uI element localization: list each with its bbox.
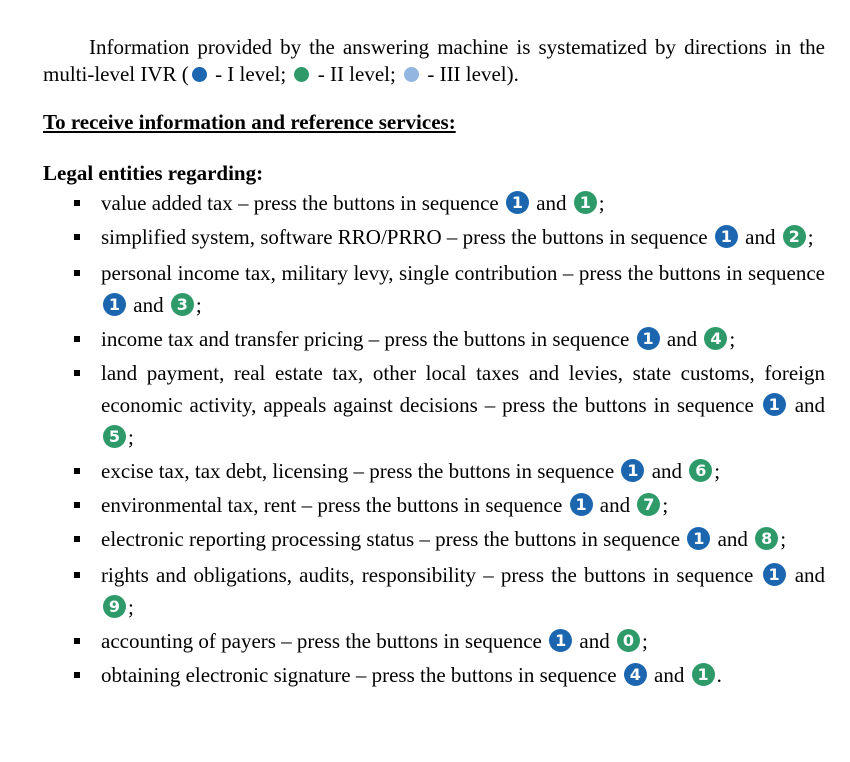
item-text: simplified system, software RRO/PRRO – press the buttons in sequence [101, 225, 708, 249]
item-text: excise tax, tax debt, licensing – press the buttons in sequence [101, 459, 615, 483]
button-1-icon: 1 [763, 563, 786, 586]
item-end: ; [128, 425, 134, 449]
button-2-icon: 2 [783, 225, 806, 248]
item-end: ; [662, 493, 669, 517]
and-word: and [717, 527, 748, 551]
list-item [43, 559, 825, 623]
item-end: ; [807, 225, 814, 249]
list-item [43, 523, 825, 555]
item-end: ; [128, 595, 134, 619]
section-title: To receive information and reference services: [43, 110, 456, 134]
list-item [43, 659, 825, 691]
list-item [43, 323, 825, 355]
button-1-icon: 1 [692, 663, 715, 686]
button-1-icon: 1 [715, 225, 738, 248]
and-word: and [745, 225, 776, 249]
and-word: and [666, 327, 698, 351]
list-item [43, 625, 825, 657]
button-9-icon: 9 [103, 595, 126, 618]
services-list [43, 187, 825, 691]
button-1-icon: 1 [549, 629, 572, 652]
button-0-icon: 0 [617, 629, 640, 652]
level1-dot-icon [192, 67, 207, 82]
button-1-icon: 1 [574, 191, 597, 214]
list-item [43, 489, 825, 521]
and-word: and [133, 293, 164, 317]
item-text: electronic reporting processing status – press the buttons in sequence [101, 527, 681, 551]
and-word: and [579, 629, 610, 653]
button-8-icon: 8 [755, 527, 778, 550]
item-text: rights and obligations, audits, responsibility – press the buttons in sequence [101, 563, 754, 587]
button-1-icon: 1 [763, 393, 786, 416]
button-6-icon: 6 [689, 459, 712, 482]
intro-level3-label: - III level). [422, 62, 519, 86]
button-1-icon: 1 [103, 293, 126, 316]
item-text: income tax and transfer pricing – press the buttons in sequence [101, 327, 630, 351]
item-end: ; [714, 459, 721, 483]
intro-level2-label: - II level; [312, 62, 396, 86]
level3-dot-icon [404, 67, 419, 82]
item-end: . [716, 663, 722, 687]
and-word: and [651, 459, 683, 483]
button-4-icon: 4 [624, 663, 647, 686]
and-word: and [794, 563, 826, 587]
item-text: value added tax – press the buttons in sequence [101, 191, 499, 215]
item-text: personal income tax, military levy, single contribution – press the buttons in sequence [101, 261, 825, 285]
button-1-icon: 1 [621, 459, 644, 482]
level2-dot-icon [294, 67, 309, 82]
list-item [43, 357, 825, 453]
button-1-icon: 1 [637, 327, 660, 350]
and-word: and [536, 191, 567, 215]
and-word: and [599, 493, 631, 517]
and-word: and [654, 663, 685, 687]
list-item [43, 221, 825, 253]
item-end: ; [195, 293, 202, 317]
document-page [43, 34, 825, 691]
item-end: ; [729, 327, 736, 351]
list-item [43, 187, 825, 219]
list-item [43, 257, 825, 321]
intro-text: Information provided by the answering machine is systematized by directions in the multi-level IVR ( [43, 35, 825, 86]
subheading: Legal entities regarding: [43, 161, 264, 185]
intro-level1-label: - I level; [209, 62, 287, 86]
and-word: and [794, 393, 826, 417]
item-text: land payment, real estate tax, other local taxes and levies, state customs, foreign economic activity, appeals against decisions – press the buttons in sequence [101, 361, 825, 417]
item-text: environmental tax, rent – press the buttons in sequence [101, 493, 563, 517]
button-3-icon: 3 [171, 293, 194, 316]
button-1-icon: 1 [687, 527, 710, 550]
button-1-icon: 1 [570, 493, 593, 516]
button-4-icon: 4 [704, 327, 727, 350]
button-5-icon: 5 [103, 425, 126, 448]
item-end: ; [641, 629, 648, 653]
button-1-icon: 1 [506, 191, 529, 214]
item-text: obtaining electronic signature – press the buttons in sequence [101, 663, 617, 687]
list-item [43, 455, 825, 487]
item-end: ; [598, 191, 605, 215]
button-7-icon: 7 [637, 493, 660, 516]
intro-paragraph [43, 34, 825, 88]
item-text: accounting of payers – press the buttons in sequence [101, 629, 542, 653]
item-end: ; [780, 527, 787, 551]
